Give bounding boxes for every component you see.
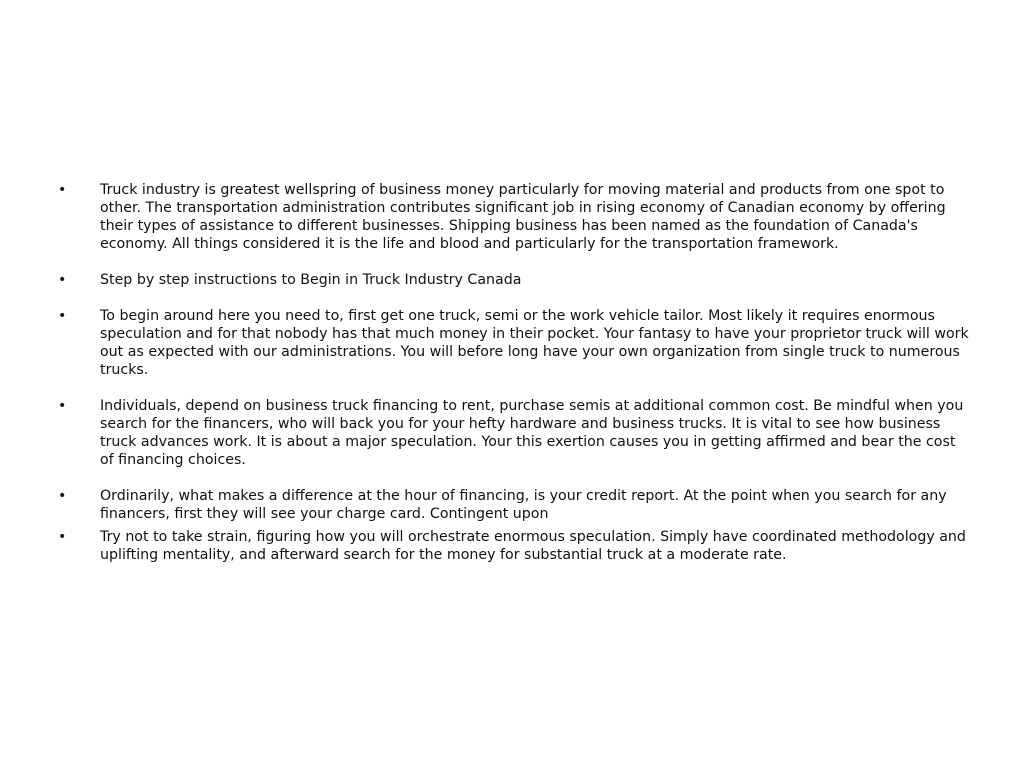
list-item-text: Individuals, depend on business truck financing to rent, purchase semis at additional common cost. Be mindful when you search for the financers, who will back you for your hefty hardware and business trucks. It is vital to see how business truck advances work. It is about a major speculation. Your this exertion causes you in getting affirmed and bear the cost of financing choices.	[100, 398, 964, 468]
list-item-text: Step by step instructions to Begin in Truck Industry Canada	[100, 272, 522, 288]
list-item	[58, 397, 970, 469]
bullet-icon: •	[58, 488, 67, 504]
bullet-list	[58, 181, 970, 564]
bullet-icon: •	[58, 398, 67, 414]
bullet-icon: •	[58, 182, 67, 198]
list-item-text: Truck industry is greatest wellspring of business money particularly for moving material and products from one spot to other. The transportation administration contributes significant job in rising economy of Canadian economy by offering their types of assistance to different businesses. Shipping business has been named as the foundation of Canada's economy. All things considered it is the life and blood and particularly for the transportation framework.	[100, 182, 946, 252]
list-item	[58, 487, 970, 523]
list-item	[58, 307, 970, 379]
bullet-icon: •	[58, 272, 67, 288]
list-item-text: Ordinarily, what makes a difference at the hour of financing, is your credit report. At the point when you search for any financers, first they will see your charge card. Contingent upon	[100, 488, 947, 522]
list-item-text: Try not to take strain, figuring how you will orchestrate enormous speculation. Simply have coordinated methodology and uplifting mentality, and afterward search for the money for substantial truck at a moderate rate.	[100, 529, 966, 563]
bullet-icon: •	[58, 308, 67, 324]
list-item	[58, 271, 970, 289]
list-item	[58, 181, 970, 253]
list-item	[58, 528, 970, 564]
bullet-icon: •	[58, 529, 67, 545]
list-item-text: To begin around here you need to, first get one truck, semi or the work vehicle tailor. Most likely it requires enormous speculation and for that nobody has that much money in their pocket. Your fantasy to have your proprietor truck will work out as expected with our administrations. You will before long have your own organization from single truck to numerous trucks.	[100, 308, 969, 378]
